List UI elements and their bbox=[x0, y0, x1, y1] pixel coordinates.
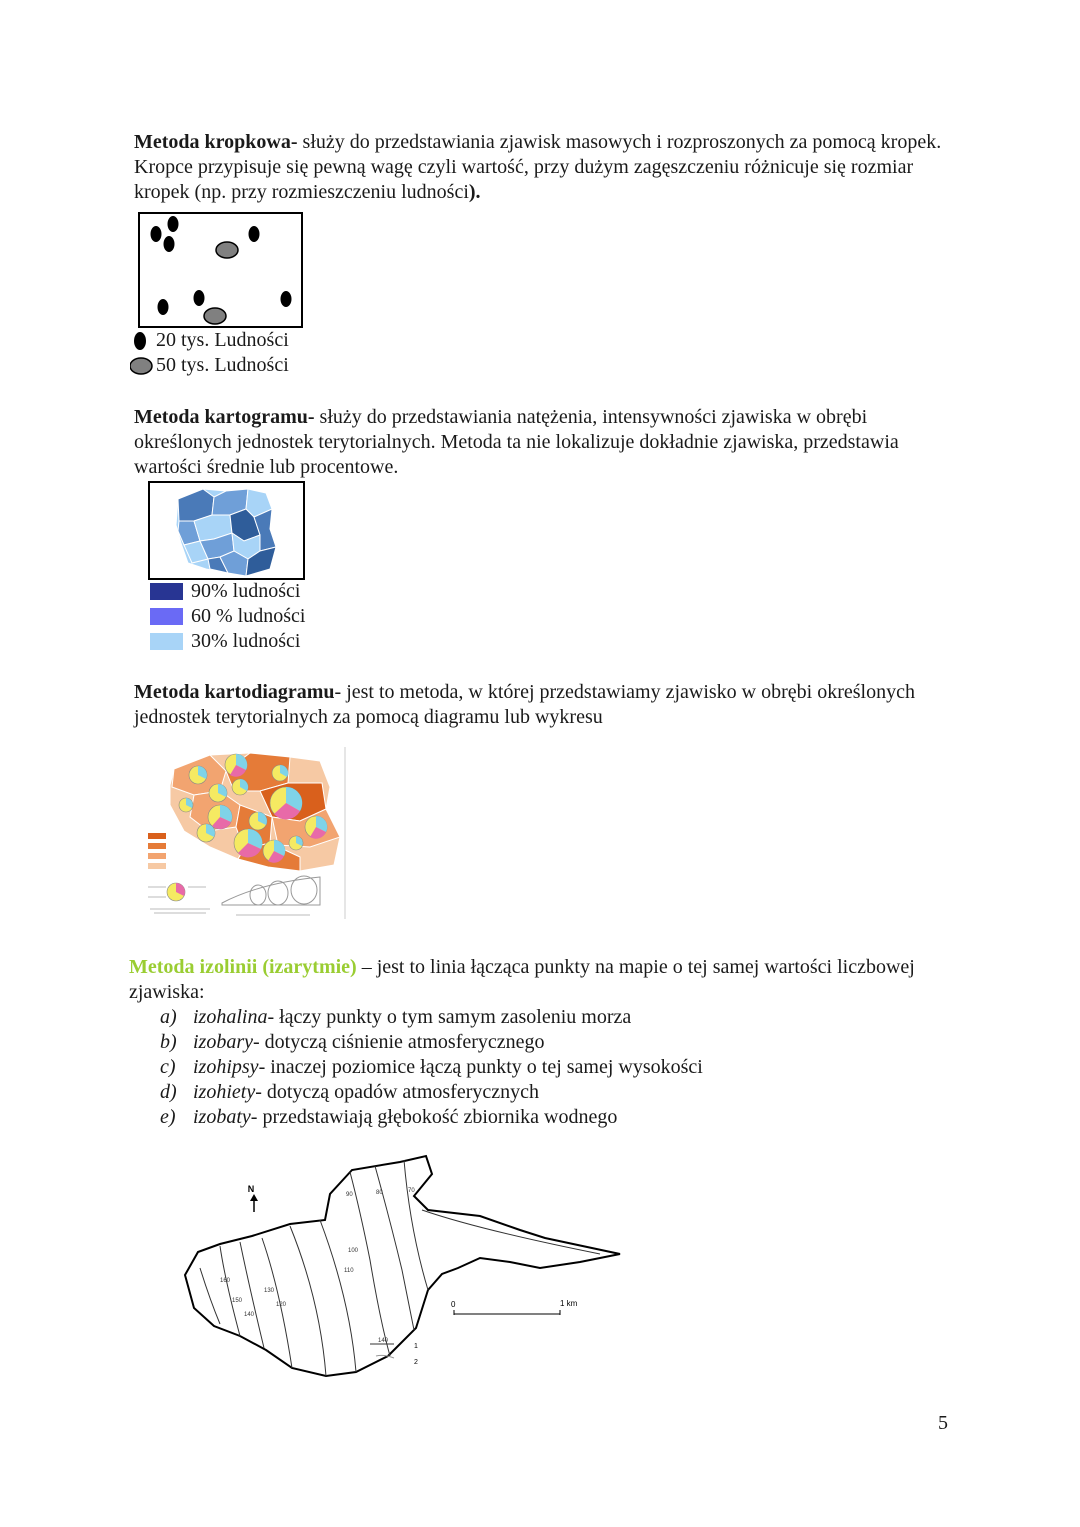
dot-black bbox=[151, 226, 162, 242]
dot-method-title: Metoda kropkowa- bbox=[134, 131, 298, 153]
svg-text:110: 110 bbox=[344, 1268, 354, 1274]
list-letter: e) bbox=[160, 1106, 176, 1128]
dot-grey bbox=[216, 242, 238, 258]
list-letter: d) bbox=[160, 1081, 177, 1103]
legend-label-1: 1 bbox=[414, 1343, 418, 1350]
legend-label: 50 tys. Ludności bbox=[156, 354, 289, 376]
list-desc: - przedstawiają głębokość zbiornika wodnego bbox=[250, 1106, 618, 1128]
isoline-paragraph bbox=[129, 955, 959, 1005]
isoline-map bbox=[180, 1150, 625, 1385]
list-desc: - dotyczą ciśnienie atmosferycznego bbox=[253, 1031, 545, 1053]
dot-map bbox=[136, 210, 306, 330]
legend-label: 20 tys. Ludności bbox=[156, 329, 289, 351]
list-letter: a) bbox=[160, 1006, 177, 1028]
svg-text:130: 130 bbox=[264, 1288, 275, 1294]
dot-black bbox=[164, 236, 175, 252]
choropleth-map bbox=[148, 481, 306, 581]
scale-end-label: 1 km bbox=[560, 1299, 578, 1308]
dot-black bbox=[158, 299, 169, 315]
dot-black bbox=[168, 216, 179, 232]
list-item bbox=[160, 1080, 703, 1105]
svg-text:160: 160 bbox=[220, 1278, 231, 1284]
legend-value: 140 bbox=[378, 1338, 389, 1344]
dot-method-text: służy do przedstawiania zjawisk masowych i rozproszonych za pomocą kropek. Kropce przypisuje się pewną wagę czyli wartość, przy dużym zagęszczeniu różnicuje się rozmiar kropek (np. przy rozmieszczeniu ludności bbox=[134, 131, 942, 203]
isoline-list bbox=[160, 1005, 703, 1130]
list-term: izohiety bbox=[193, 1081, 256, 1103]
legend-label: 90% ludności bbox=[191, 580, 301, 602]
choropleth-paragraph bbox=[134, 405, 964, 480]
diagram-method-text: - jest to metoda, w której przedstawiamy zjawisko w obrębi określonych jednostek terytorialnych za pomocą diagramu lub wykresu bbox=[134, 681, 915, 728]
list-term: izohipsy bbox=[193, 1056, 259, 1078]
dot-black bbox=[249, 226, 260, 242]
dot-method-text-end: ). bbox=[468, 181, 481, 203]
diagram-method-paragraph bbox=[134, 680, 964, 730]
list-letter: b) bbox=[160, 1031, 177, 1053]
list-item bbox=[160, 1105, 703, 1130]
north-label: N bbox=[247, 1184, 255, 1194]
svg-text:100: 100 bbox=[348, 1248, 359, 1254]
list-term: izohalina bbox=[193, 1006, 268, 1028]
list-term: izobaty bbox=[193, 1106, 251, 1128]
svg-text:150: 150 bbox=[232, 1298, 243, 1304]
list-desc: - inaczej poziomice łączą punkty o tej samej wysokości bbox=[258, 1056, 703, 1078]
choropleth-title: Metoda kartogramu- bbox=[134, 406, 315, 428]
dot-method-paragraph bbox=[134, 130, 964, 205]
legend-swatch bbox=[150, 608, 183, 625]
svg-text:90: 90 bbox=[346, 1192, 353, 1198]
choropleth-legend bbox=[150, 579, 305, 654]
dot-grey bbox=[204, 308, 226, 324]
list-term: izobary bbox=[193, 1031, 253, 1053]
dot-black bbox=[194, 290, 205, 306]
legend-swatch bbox=[150, 583, 183, 600]
legend-label: 30% ludności bbox=[191, 630, 301, 652]
legend-swatch bbox=[150, 633, 183, 650]
list-letter: c) bbox=[160, 1056, 176, 1078]
svg-text:140: 140 bbox=[244, 1312, 255, 1318]
list-item bbox=[160, 1030, 703, 1055]
list-desc: - dotyczą opadów atmosferycznych bbox=[255, 1081, 539, 1103]
list-desc: - łączy punkty o tym samym zasoleniu morza bbox=[267, 1006, 632, 1028]
dot-legend bbox=[130, 328, 289, 378]
grey-dot-icon bbox=[130, 355, 154, 377]
isoline-title: Metoda izolinii (izarytmie) bbox=[129, 956, 357, 978]
dot-black bbox=[281, 291, 292, 307]
legend-label: 60 % ludności bbox=[191, 605, 306, 627]
scale-start-label: 0 bbox=[451, 1300, 456, 1309]
isoline-text: – jest to linia łącząca punkty na mapie o tej samej wartości liczbowej zjawiska: bbox=[129, 956, 915, 1003]
page-number: 5 bbox=[938, 1412, 948, 1434]
svg-text:80: 80 bbox=[376, 1190, 383, 1196]
cartodiagram-map bbox=[140, 747, 350, 922]
svg-text:70: 70 bbox=[408, 1188, 415, 1194]
svg-text:120: 120 bbox=[276, 1302, 287, 1308]
black-dot-icon bbox=[130, 330, 154, 352]
list-item bbox=[160, 1005, 703, 1030]
legend-label-2: 2 bbox=[414, 1359, 418, 1366]
diagram-method-title: Metoda kartodiagramu bbox=[134, 681, 335, 703]
choropleth-text: służy do przedstawiania natężenia, intensywności zjawiska w obrębi określonych jednostek terytorialnych. Metoda ta nie lokalizuje dokładnie zjawiska, przedstawia wartości średnie lub procentowe. bbox=[134, 406, 899, 478]
list-item bbox=[160, 1055, 703, 1080]
